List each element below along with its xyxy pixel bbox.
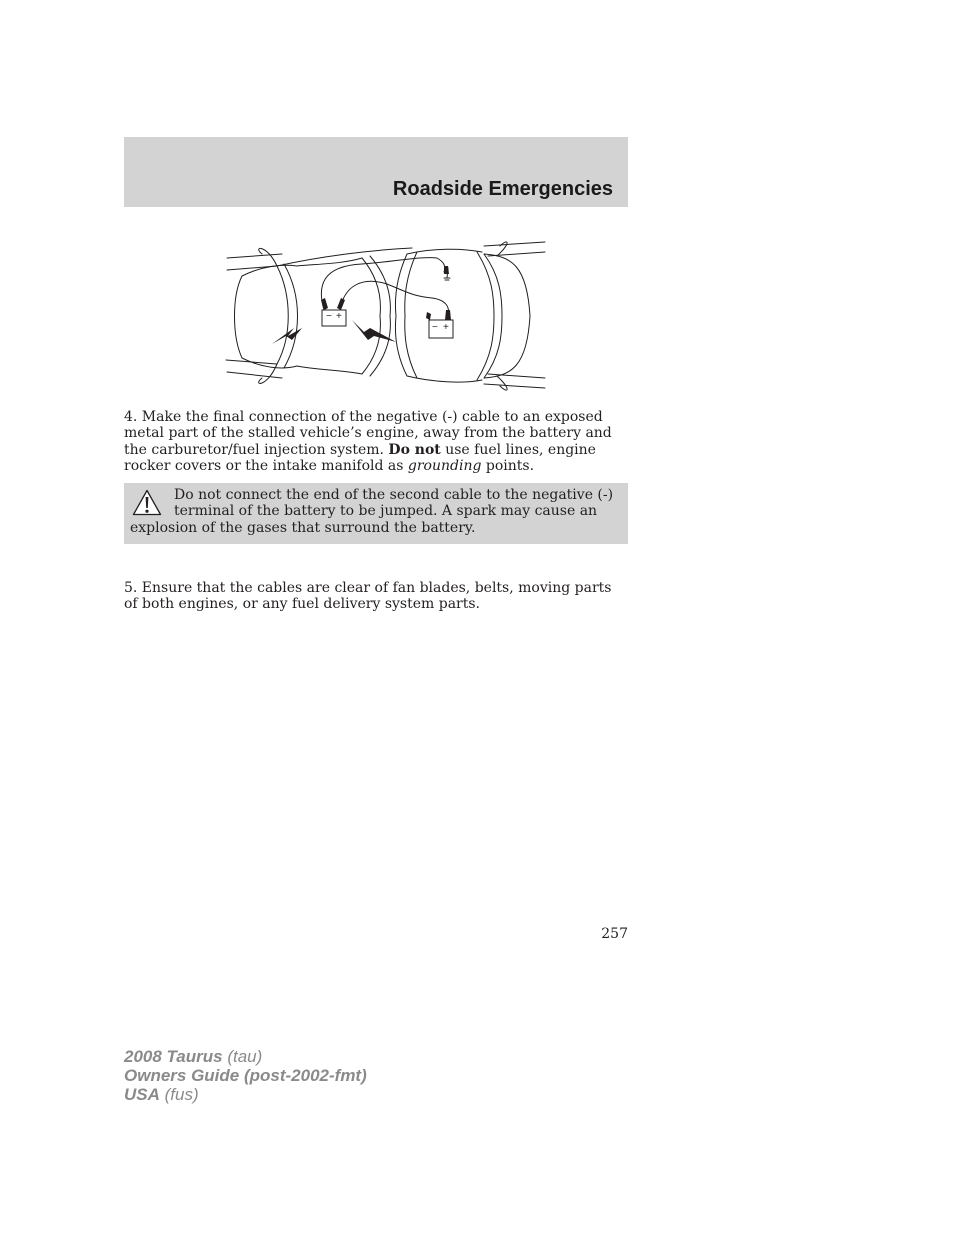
section-header bbox=[124, 137, 628, 207]
footer-line-3 bbox=[124, 1085, 367, 1104]
step-4-text-2: use fuel lines, engine rocker covers or the intake manifold as bbox=[124, 441, 596, 474]
step-4-paragraph bbox=[124, 409, 628, 474]
step-4-bold: Do not bbox=[388, 441, 441, 458]
footer-market-code: (fus) bbox=[159, 1085, 199, 1104]
page-number: 257 bbox=[601, 926, 628, 942]
warning-text: Do not connect the end of the second cable to the negative (-) terminal of the battery to be jumped. A spark may cause an explosion of the gases that surround the battery. bbox=[130, 487, 614, 536]
section-title: Roadside Emergencies bbox=[392, 178, 613, 200]
battery-right-minus: − bbox=[432, 322, 438, 333]
footer-model: 2008 Taurus bbox=[124, 1047, 223, 1066]
battery-left-plus: + bbox=[336, 311, 342, 322]
jump-start-diagram bbox=[222, 236, 550, 396]
footer-model-code: (tau) bbox=[222, 1047, 263, 1066]
step-4-text-3: points. bbox=[481, 457, 535, 474]
warning-box bbox=[124, 483, 628, 544]
footer-guide: Owners Guide (post-2002-fmt) bbox=[124, 1066, 367, 1085]
footer-line-2 bbox=[124, 1066, 367, 1085]
step-4-text: 4. Make the final connection of the negative (-) cable to an exposed metal part of the stalled vehicle’s engine, away from the battery and the carburetor/fuel injection system. bbox=[124, 409, 612, 458]
battery-left-minus: − bbox=[326, 311, 332, 322]
step-5-paragraph: 5. Ensure that the cables are clear of fan blades, belts, moving parts of both engines, or any fuel delivery system parts. bbox=[124, 580, 612, 613]
warning-text-block bbox=[130, 487, 616, 536]
footer-market: USA bbox=[124, 1085, 160, 1104]
step-4-italic: grounding bbox=[407, 457, 482, 474]
footer bbox=[124, 1047, 367, 1104]
battery-right-plus: + bbox=[443, 322, 449, 333]
footer-line-1 bbox=[124, 1047, 367, 1066]
